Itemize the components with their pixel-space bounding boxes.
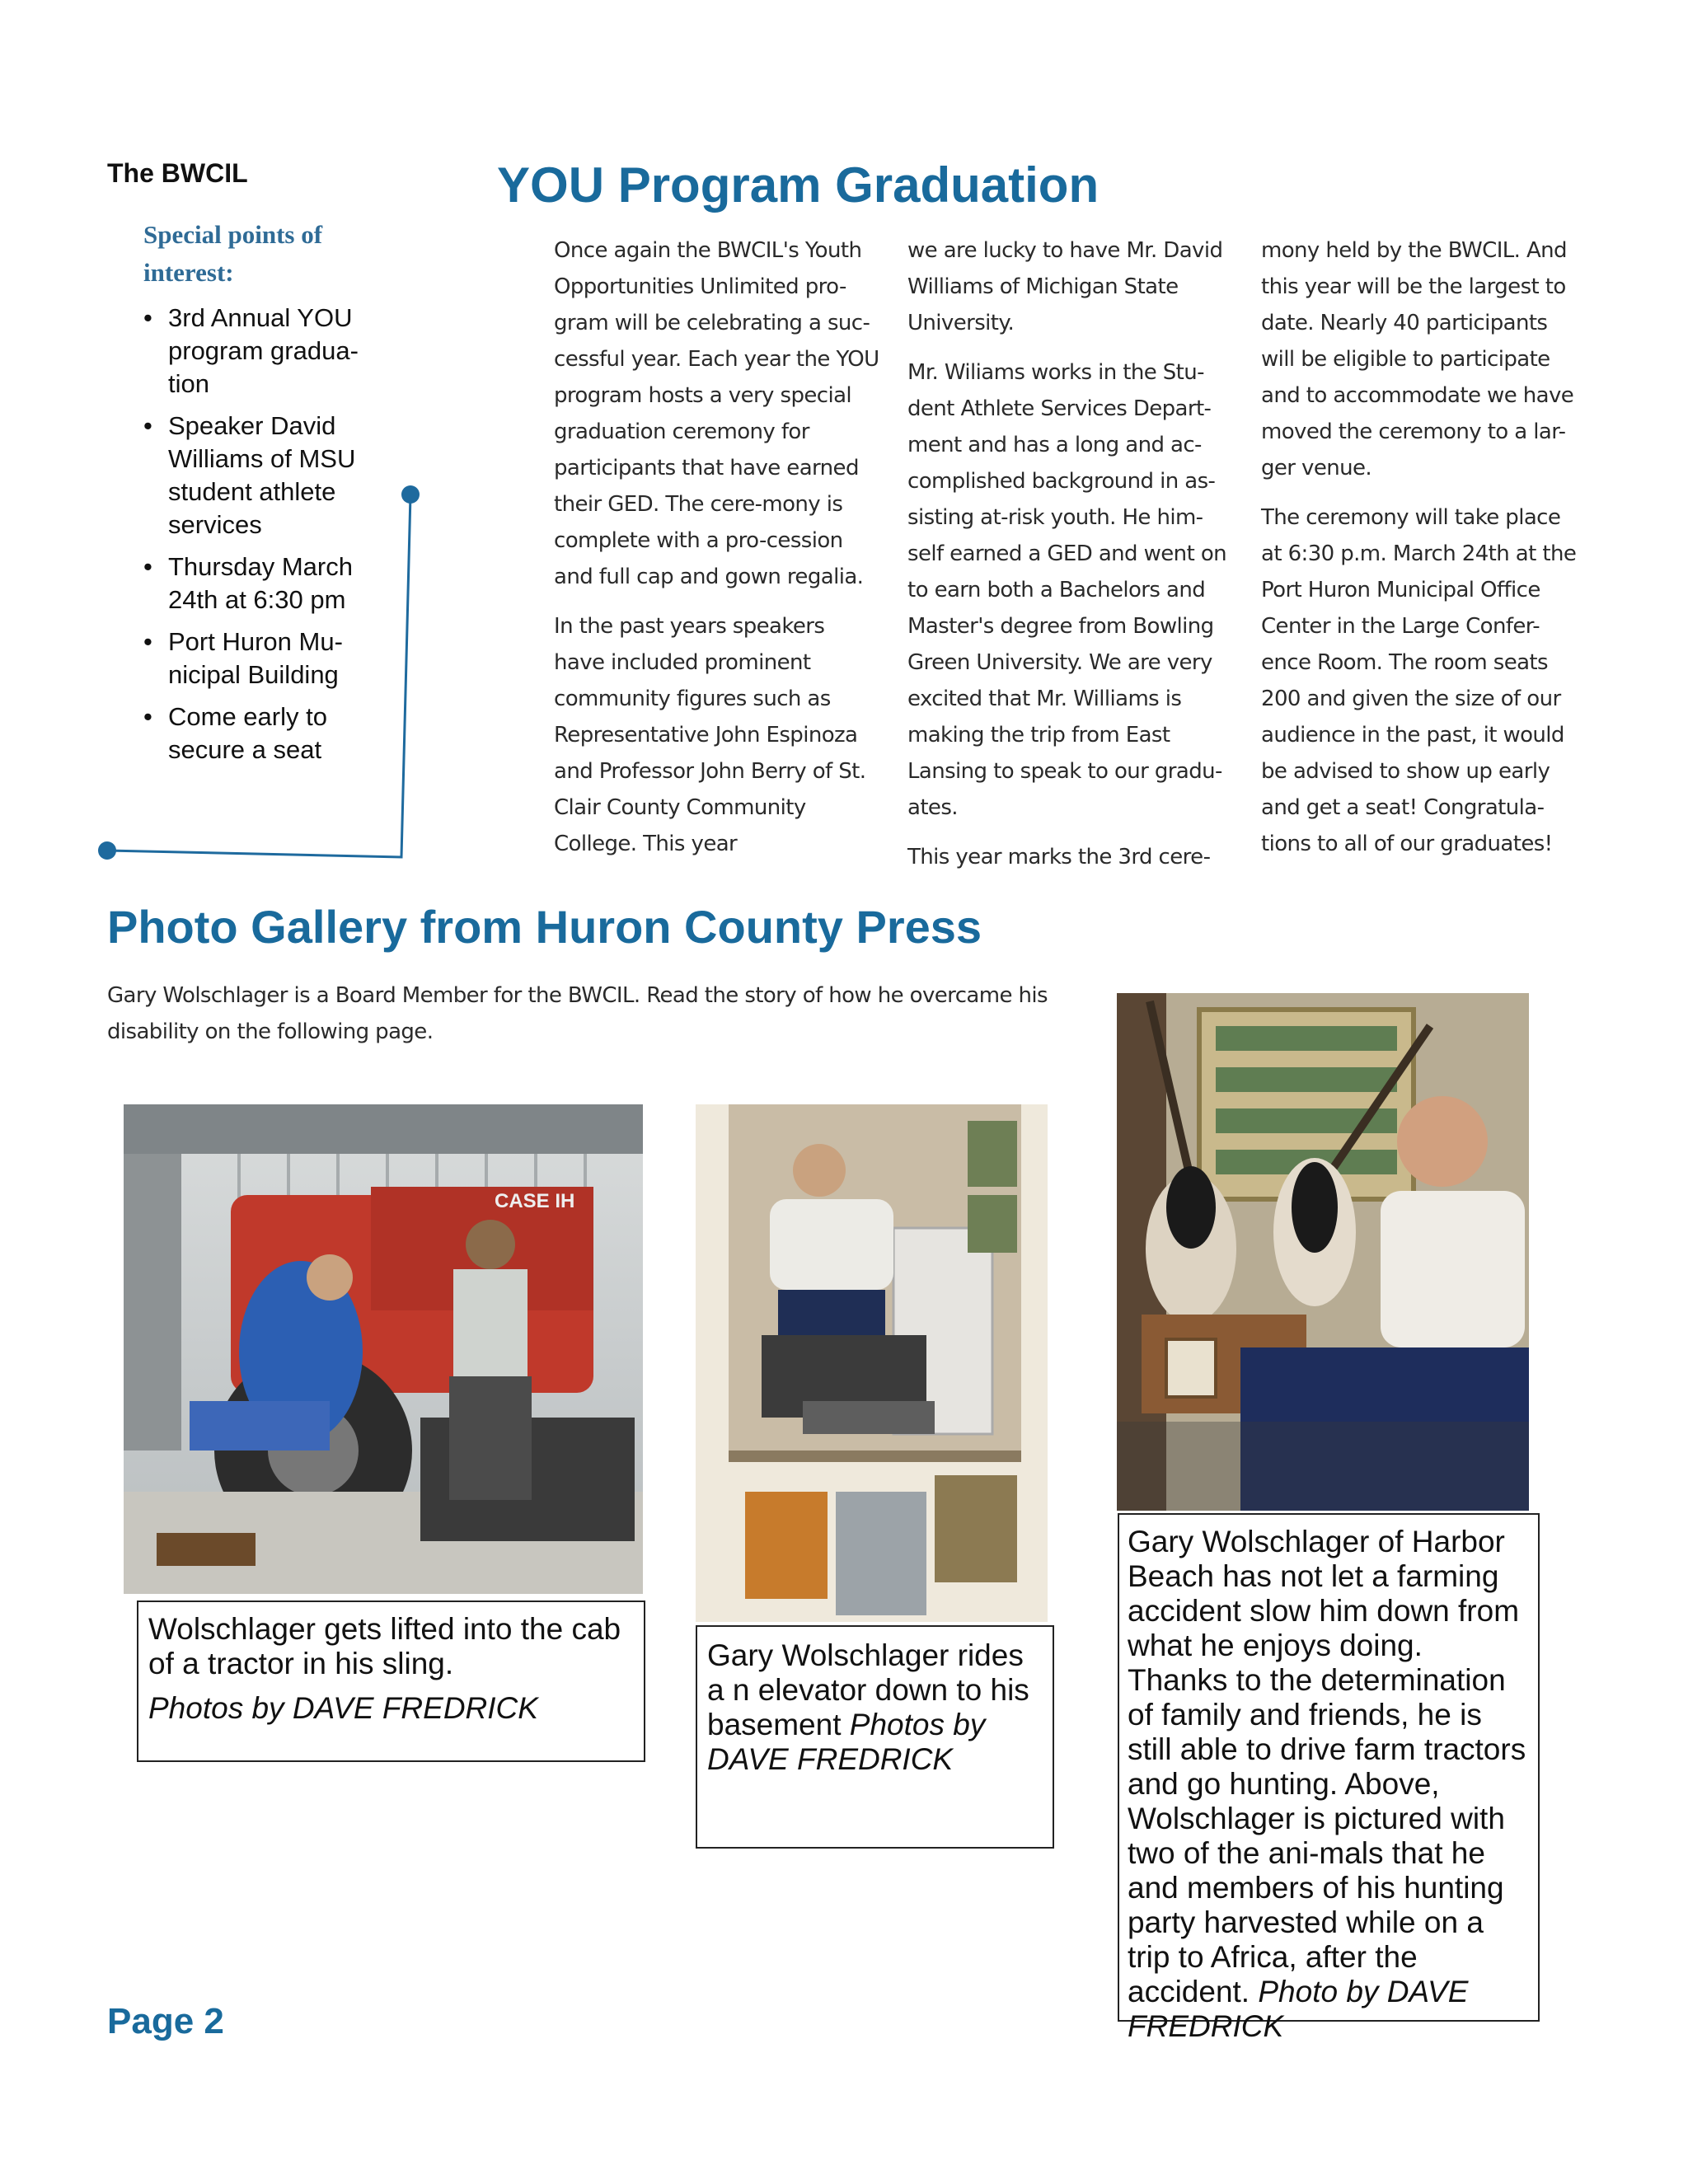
photo-credit: Photos by DAVE FREDRICK (148, 1691, 538, 1725)
sidebar-point: • 3rd Annual YOU program gradua-tion (142, 302, 389, 401)
sidebar-point: • Speaker David Williams of MSU student athlete services (142, 410, 389, 541)
gallery-intro: Gary Wolschlager is a Board Member for the BWCIL. Read the story of how he overcame his disability on the following page. (107, 983, 1048, 1044)
elevator-photo (696, 1104, 1048, 1622)
newsletter-header: The BWCIL (107, 158, 248, 188)
sidebar-point: • Come early to secure a seat (142, 701, 389, 766)
caption-text: Gary Wolschlager rides a n elevator down to his basement (707, 1638, 1029, 1741)
trophy-caption (1118, 1513, 1540, 2043)
article-paragraph: mony held by the BWCIL. And this year will be the largest to date. Nearly 40 participants will be eligible to participate and to accommodate we have moved the ceremony to a lar-ger venue. (1261, 238, 1574, 480)
gallery-title: Photo Gallery from Huron County Press (107, 901, 982, 953)
article-column-1 (554, 232, 879, 875)
article-paragraph: we are lucky to have Mr. David Williams of Michigan State University. (907, 238, 1223, 335)
article-paragraph: The ceremony will take place at 6:30 p.m. March 24th at the Port Huron Municipal Office Center in the Large Confer-ence Room. The room seats 200 and given the size of our audience in the past, it would be advised to show up early and get a seat! Congratula-tions to all of our graduates! (1261, 505, 1577, 856)
article-paragraph: This year marks the 3rd cere- (907, 845, 1211, 869)
caption-text: Gary Wolschlager of Harbor Beach has not let a farming accident slow him down from what he enjoys doing. Thanks to the determination of family and friends, he is still able to drive farm tractors and go hunting. Above, Wolschlager is pictured with two of the ani-mals that he and members of his hunting party harvested while on a trip to Africa, after the accident. (1128, 1525, 1526, 2008)
article-paragraph: Once again the BWCIL's Youth Opportunities Unlimited pro-gram will be celebrating a suc-cessful year. Each year the YOU program hosts a very special graduation ceremony for participants that have earned their GED. The cere-mony is complete with a pro-cession and full cap and gown regalia. (554, 238, 879, 589)
article-column-2 (907, 232, 1233, 888)
article-column-3 (1261, 232, 1587, 875)
sidebar-callout-line (0, 0, 429, 874)
tractor-caption (137, 1601, 645, 1762)
callout-dot-top (401, 485, 420, 504)
photo-credit: Photo by DAVE FREDRICK (1128, 1975, 1469, 2043)
tractor-brand-text: CASE IH (495, 1190, 575, 1212)
sidebar-point: • Port Huron Mu-nicipal Building (142, 626, 389, 691)
article-paragraph: In the past years speakers have included prominent community figures such as Representative John Espinoza and Professor John Berry of St. Clair County Community College. This year (554, 614, 866, 856)
sidebar-point: • Thursday March 24th at 6:30 pm (142, 551, 389, 616)
callout-dot-bottom (98, 841, 116, 860)
caption-text: Wolschlager gets lifted into the cab of a tractor in his sling. (148, 1612, 621, 1680)
elevator-caption (696, 1625, 1054, 1849)
tractor-photo (124, 1104, 643, 1594)
article-paragraph: Mr. Wiliams works in the Stu-dent Athlete Services Depart-ment and has a long and ac-complished background in as-sisting at-risk youth. He him-self earned a GED and went on to earn both a Bachelors and Master's degree from Bowling Green University. We are very excited that Mr. Williams is making the trip from East Lansing to speak to our gradu-ates. (907, 360, 1227, 820)
article-title: YOU Program Graduation (497, 157, 1100, 213)
trophy-photo (1117, 993, 1529, 1511)
photo-credit: Photos by DAVE FREDRICK (707, 1708, 986, 1776)
page-number: Page 2 (107, 2001, 224, 2041)
sidebar-title: Special points of interest: (143, 220, 323, 287)
